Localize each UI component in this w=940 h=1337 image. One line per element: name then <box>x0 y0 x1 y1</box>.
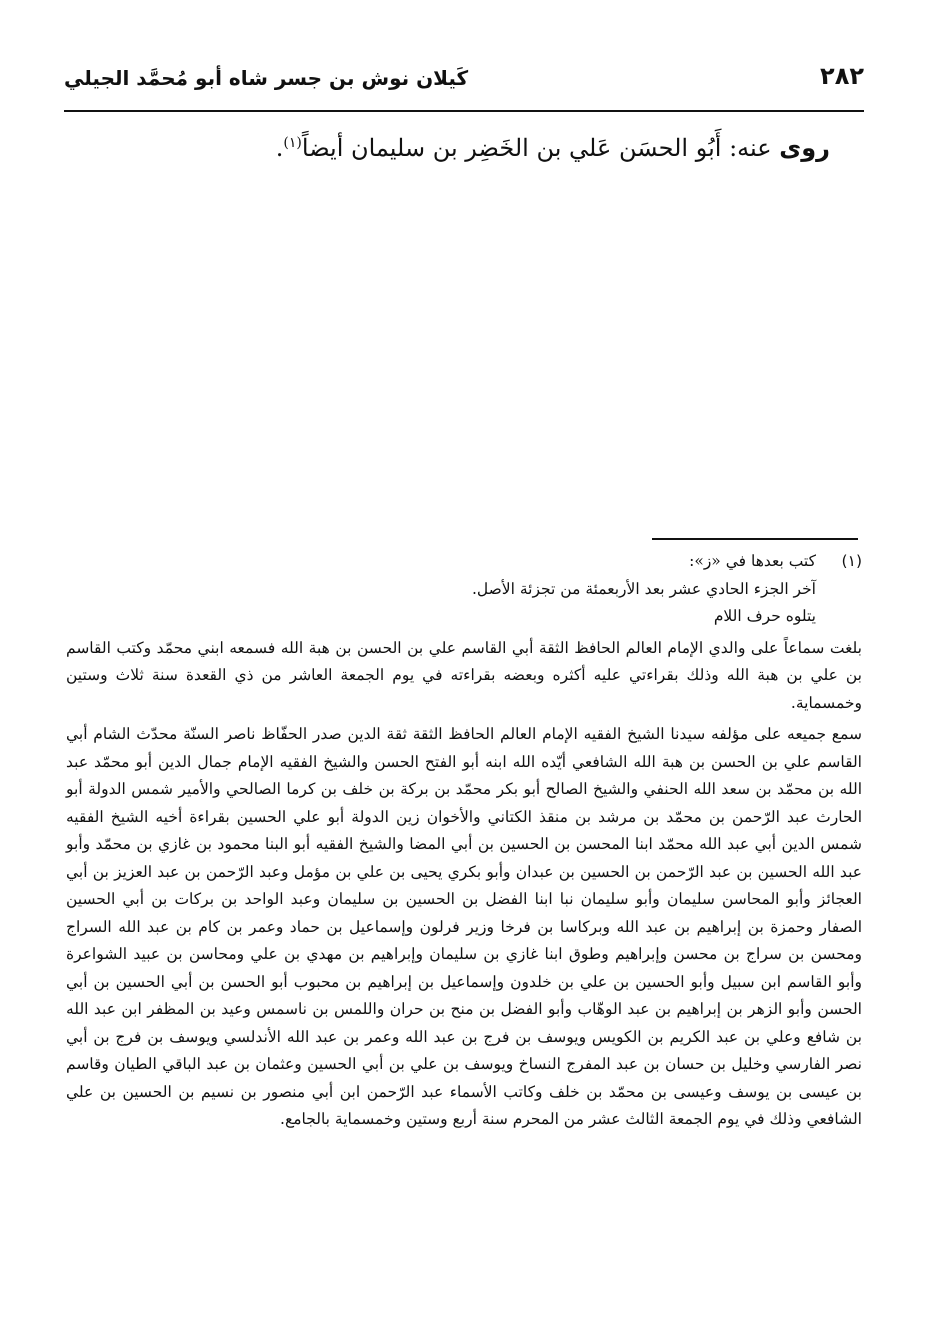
page-number: ٢٨٢ <box>820 62 864 90</box>
footnote-intro: كتب بعدها في «ز»: <box>689 552 816 570</box>
footnote-reference[interactable]: (١) <box>283 135 302 151</box>
running-title: كَيلان نوش بن جسر شاه أبو مُحمَّد الجيلي <box>64 66 469 90</box>
footnote <box>66 548 862 1134</box>
footnote-number: (١) <box>841 552 862 570</box>
footnote-audition-note: بلغت سماعاً على والدي الإمام العالم الحافظ الثقة أبي القاسم علي بن الحسن بن هبة الله فسمعه ابني محمّد وكتب القاسم بن علي بن هبة الله وذلك بقراءتي عليه أكثره وبعضه بقراءته في يوم الجمعة العاشر من ذي القعدة سنة ثلاث وستين وخمسماية. <box>66 638 862 712</box>
header-divider <box>64 110 864 112</box>
footnote-head <box>66 548 862 576</box>
main-end-mark: . <box>275 134 284 162</box>
main-narration: عنه: أَبُو الحسَن عَلي بن الخَضِر بن سليمان أيضاً <box>301 134 772 162</box>
main-text <box>275 134 830 162</box>
footnote-divider <box>652 538 858 540</box>
footnote-colophon-line: آخر الجزء الحادي عشر بعد الأربعمئة من تجزئة الأصل. <box>471 579 816 598</box>
footnote-audition-list: سمع جميعه على مؤلفه سيدنا الشيخ الفقيه الإمام العالم الحافظ الثقة ثقة الدين صدر الحفّاظ ناصر السنّة محدّث الشام أبي القاسم علي بن الحسن بن هبة الله الشافعي أيّده الله ابنه أبو الفتح الحسن والشيخ الفقيه الإمام جمال الدين أبو محمّد عبد الله بن محمّد بن سعد الله الحنفي والشيخ الصالح أبو بكر محمّد بن بركة بن خلف بن كرما الصالحي والأمير شمس الدولة أبو الحارث عبد الرّحمن بن محمّد بن مرشد بن منقذ الكتاني والأخوان زين الدولة أبو علي الحسين بقراءة أخيه الشيخ الفقيه شمس الدين أبي عبد الله محمّد ابنا المحسن بن الحسين بن أبي المضا والشيخ الفقيه أبو البنا محمود بن غازي بن محمّد وأبو عبد الله الحسين بن عبد الرّحمن بن الحسين بن عبدان وأبو بكري يحيى بن علي بن مؤمل وعبد الرّحمن بن عبد العزيز بن أبي العجائز وأبو المحاسن سليمان وأبو سليمان نبا ابنا الفضل بن الحسين بن سليمان وعبد الواحد بن بركات بن أبي الحسين الصفار وحمزة بن إبراهيم بن عبد الله وبركاسا بن فرخا وزير فرلون وإسماعيل بن حماد وعمر بن كام بن عبد الله السراج ومحسن بن سراج بن محسن وإبراهيم وطوق ابنا غازي بن سليمان وإبراهيم بن مهدي بن علي ومحاسن بن عبيد الشواعرة وأبو القاسم ابن سبيل وأبو الحسين بن علي بن خلدون وإسماعيل بن إبراهيم بن محبوب أبو الحسن بن أبي الحسين بن أبي الحسن وأبو الزهر بن إبراهيم بن عبد الوهّاب وأبو الفضل بن منح بن حران واللمس بن ناسمس وعيد بن المظفر ابن عبد الله بن شافع وعلي بن عبد الكريم بن الكويس ويوسف بن فرج بن عبد الله وعمر بن عبد الله الأندلسي ويوسف بن فرج بن أبي نصر الفارسي وخليل بن حسان بن عبد المفرج النساخ ويوسف بن علي بن أبي الحسين وعثمان بن عبد الباقي الطيان وقاسم بن عيسى بن يوسف وعيسى بن محمّد بن خلف وكاتب الأسماء عبد الرّحمن ابن أبي منصور بن نسيم بن الحسين بن علي الشافعي وذلك في يوم الجمعة الثالث عشر من المحرم سنة أربع وستين وخمسماية بالجامع. <box>66 725 863 1128</box>
main-lead-word: روى <box>779 134 830 162</box>
footnote-next-section-line: يتلوه حرف اللام <box>713 607 816 625</box>
page-header <box>64 62 864 108</box>
